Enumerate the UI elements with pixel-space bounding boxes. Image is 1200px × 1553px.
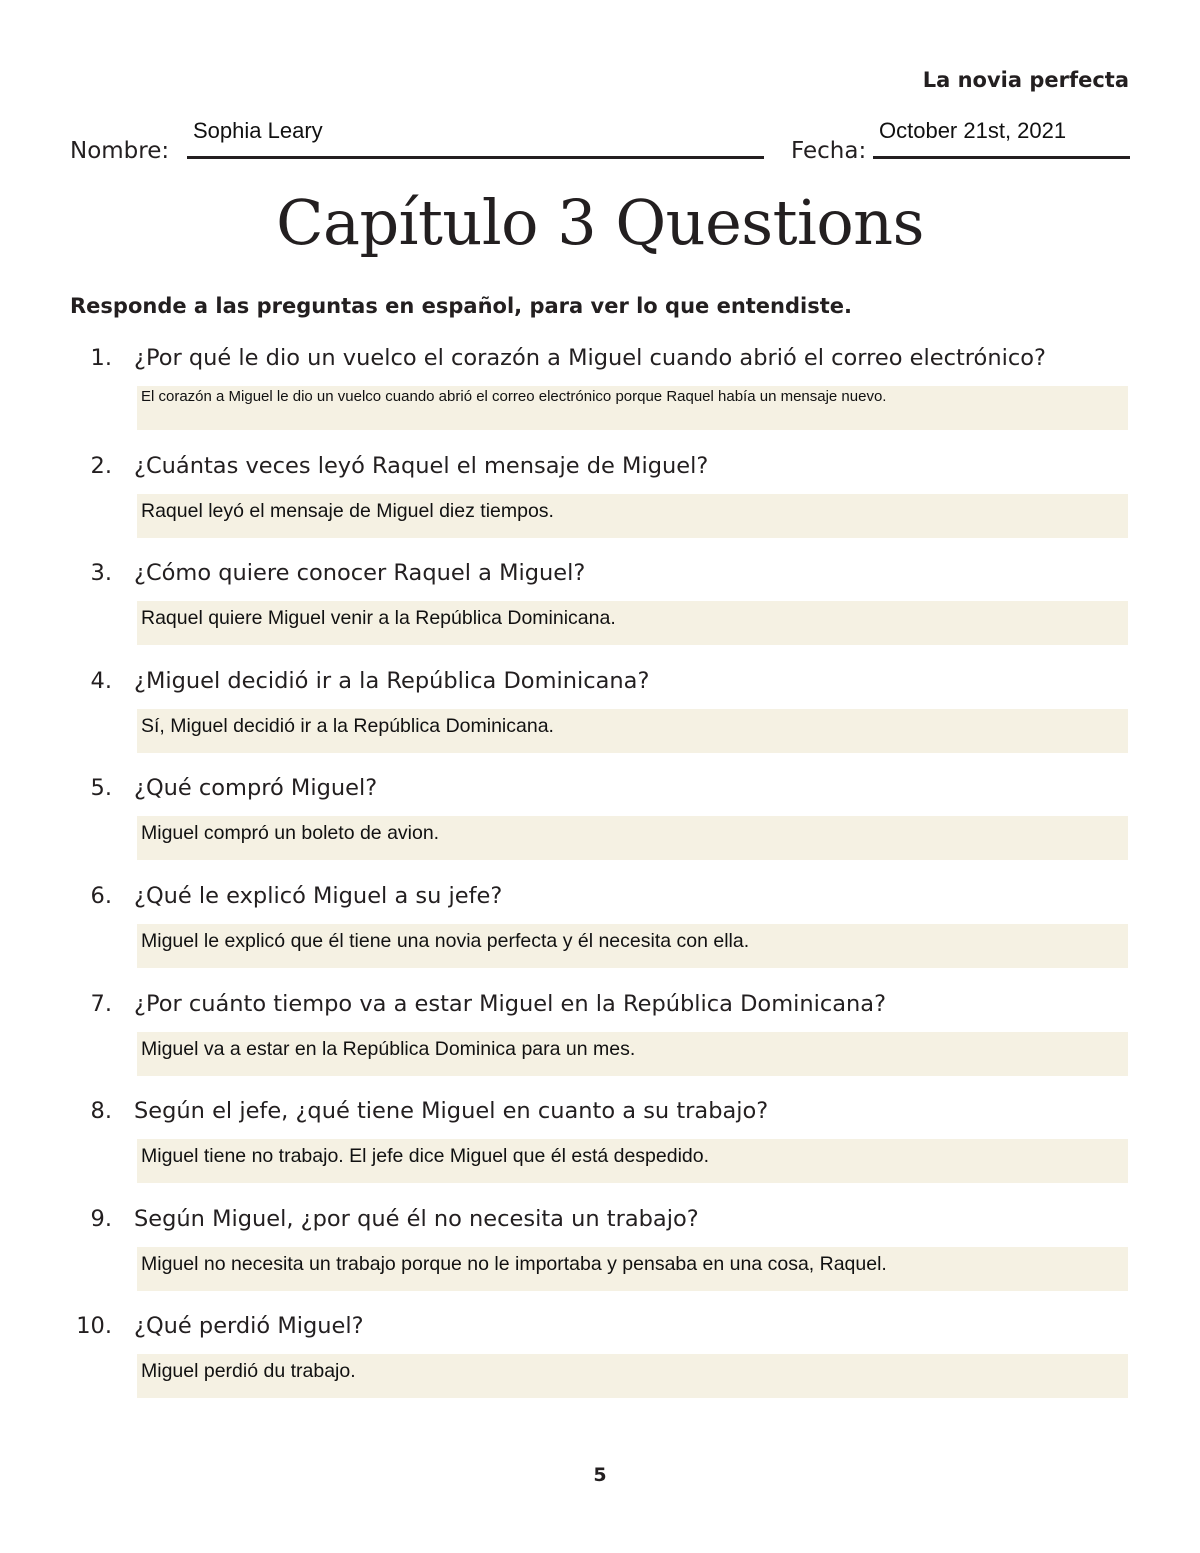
question-item-3 — [0, 560, 1200, 668]
name-field[interactable]: Sophia Leary — [193, 118, 323, 143]
question-item-10 — [0, 1313, 1200, 1421]
instructions: Responde a las preguntas en español, para ver lo que entendiste. — [70, 294, 852, 318]
question-text: Según Miguel, ¿por qué él no necesita un trabajo? — [134, 1205, 699, 1232]
answer-field-2[interactable] — [137, 494, 1128, 538]
question-number: 2. — [90, 452, 112, 479]
question-item-8 — [0, 1098, 1200, 1206]
answer-text: Sí, Miguel decidió ir a la República Dominicana. — [141, 714, 554, 737]
question-number: 1. — [90, 345, 112, 371]
answer-field-4[interactable] — [137, 709, 1128, 753]
name-label: Nombre: — [70, 138, 170, 164]
question-item-1 — [0, 345, 1200, 453]
date-label: Fecha: — [791, 138, 867, 164]
question-item-2 — [0, 453, 1200, 561]
answer-field-7[interactable] — [137, 1032, 1128, 1076]
answer-text: Miguel compró un boleto de avion. — [141, 822, 440, 845]
answer-field-9[interactable] — [137, 1247, 1128, 1291]
answer-text: El corazón a Miguel le dio un vuelco cuando abrió el correo electrónico porque Raquel había un mensaje nuevo. — [141, 388, 887, 405]
date-field[interactable]: October 21st, 2021 — [879, 118, 1067, 143]
answer-field-10[interactable] — [137, 1354, 1128, 1398]
question-number: 4. — [90, 667, 112, 694]
date-underline — [873, 156, 1130, 159]
question-text: ¿Qué compró Miguel? — [134, 775, 378, 802]
answer-field-6[interactable] — [137, 924, 1128, 968]
page-title: Capítulo 3 Questions — [276, 186, 924, 259]
question-text: ¿Miguel decidió ir a la República Dominicana? — [134, 667, 650, 694]
question-text: ¿Qué perdió Miguel? — [134, 1313, 364, 1340]
page-number: 5 — [593, 1464, 607, 1486]
question-number: 5. — [90, 775, 112, 802]
question-number: 9. — [90, 1205, 112, 1232]
answer-field-5[interactable] — [137, 816, 1128, 860]
question-list — [0, 345, 1200, 1421]
question-text: ¿Por cuánto tiempo va a estar Miguel en la República Dominicana? — [134, 990, 887, 1017]
answer-text: Miguel perdió du trabajo. — [141, 1360, 356, 1383]
question-number: 3. — [90, 560, 112, 587]
answer-field-1[interactable] — [137, 386, 1128, 430]
answer-field-3[interactable] — [137, 601, 1128, 645]
answer-text: Miguel no necesita un trabajo porque no le importaba y pensaba en una cosa, Raquel. — [141, 1252, 887, 1275]
question-item-9 — [0, 1206, 1200, 1314]
answer-text: Miguel le explicó que él tiene una novia perfecta y él necesita con ella. — [141, 929, 750, 952]
question-item-4 — [0, 668, 1200, 776]
answer-text: Raquel leyó el mensaje de Miguel diez tiempos. — [141, 499, 554, 522]
question-text: Según el jefe, ¿qué tiene Miguel en cuanto a su trabajo? — [134, 1098, 769, 1125]
question-text: ¿Cuántas veces leyó Raquel el mensaje de Miguel? — [134, 452, 709, 479]
question-text: ¿Cómo quiere conocer Raquel a Miguel? — [134, 560, 586, 587]
answer-text: Miguel tiene no trabajo. El jefe dice Miguel que él está despedido. — [141, 1145, 710, 1168]
question-number: 7. — [90, 990, 112, 1017]
answer-text: Raquel quiere Miguel venir a la República Dominicana. — [141, 607, 616, 630]
question-item-7 — [0, 991, 1200, 1099]
question-number: 10. — [76, 1313, 112, 1340]
answer-text: Miguel va a estar en la República Dominica para un mes. — [141, 1037, 636, 1060]
question-number: 8. — [90, 1098, 112, 1125]
question-text: ¿Por qué le dio un vuelco el corazón a Miguel cuando abrió el correo electrónico? — [134, 345, 1046, 371]
question-text: ¿Qué le explicó Miguel a su jefe? — [134, 882, 503, 909]
name-underline — [187, 156, 764, 159]
question-number: 6. — [90, 882, 112, 909]
question-item-5 — [0, 775, 1200, 883]
book-title: La novia perfecta — [922, 68, 1129, 92]
answer-field-8[interactable] — [137, 1139, 1128, 1183]
question-item-6 — [0, 883, 1200, 991]
